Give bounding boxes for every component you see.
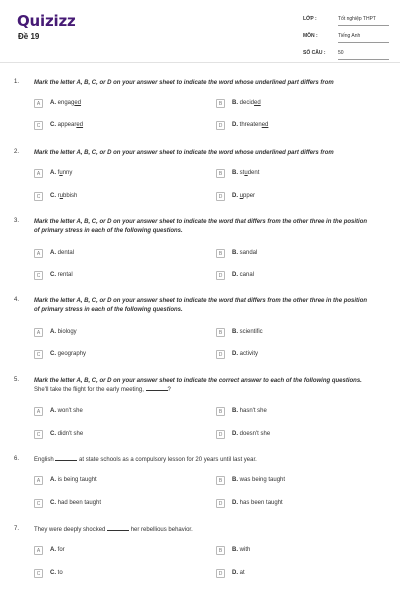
question-number: 5. (14, 377, 20, 383)
option-word: was being taught (239, 477, 286, 483)
option-word: scientific (239, 329, 263, 335)
option-letter-box: D (216, 430, 225, 439)
option-text (232, 170, 259, 176)
meta-label: MÔN : (303, 33, 318, 39)
option-text (50, 272, 73, 278)
option-word: to (57, 570, 63, 576)
option-text (232, 122, 268, 128)
option-text (232, 477, 285, 483)
option-text (50, 100, 81, 106)
question-number: 7. (14, 526, 20, 532)
underlined-part: u (244, 170, 248, 176)
option-text (50, 477, 97, 483)
answer-blank (146, 386, 168, 391)
option-letter-box: D (216, 271, 225, 280)
underlined-part: ed (74, 100, 82, 106)
word-part: bbish (63, 193, 78, 199)
question-sentence-end: ? (167, 387, 171, 393)
option-letter-box: D (216, 192, 225, 201)
meta-label: LỚP : (303, 16, 317, 22)
option-letter-box: A (34, 99, 43, 108)
option-label: A. (50, 547, 56, 553)
option-word: is being taught (57, 477, 97, 483)
option-word: biology (57, 329, 77, 335)
word-part: threaten (239, 122, 262, 128)
question-text (34, 456, 370, 465)
question-number: 1. (14, 79, 20, 85)
option-word: didn't she (57, 431, 84, 437)
option-letter-box: D (216, 499, 225, 508)
option-text (50, 122, 83, 128)
option-letter-box: B (216, 328, 225, 337)
option-label: B. (232, 170, 238, 176)
option-label: A. (50, 250, 56, 256)
option-word: for (57, 547, 65, 553)
question-text: Mark the letter A, B, C, or D on your answer sheet to indicate the word whose underlined part differs from (34, 150, 334, 156)
option-label: D. (232, 431, 238, 437)
option-text (232, 431, 270, 437)
option-letter-box: D (216, 121, 225, 130)
option-letter-box: A (34, 546, 43, 555)
option-letter-box: B (216, 169, 225, 178)
underlined-part: u (59, 193, 64, 199)
option-text (232, 329, 263, 335)
option-word: activity (239, 351, 259, 357)
word-part: pper (243, 193, 256, 199)
option-word: rental (57, 272, 73, 278)
question-instruction: Mark the letter A, B, C, or D on your answer sheet to indicate the correct answer to each of the following questions. (34, 378, 362, 384)
option-word: had been taught (57, 500, 102, 506)
option-label: B. (232, 547, 238, 553)
option-text (232, 250, 257, 256)
option-label: C. (50, 570, 56, 576)
question-text: Mark the letter A, B, C, or D on your answer sheet to indicate the word that differs from the other three in the position of primary stress in each of the following questions. (34, 298, 368, 313)
option-label: C. (50, 193, 56, 199)
option-text (50, 193, 77, 199)
word-part: decid (239, 100, 255, 106)
question-number: 6. (14, 456, 20, 462)
question-sentence: They were deeply shocked (34, 527, 106, 533)
option-label: B. (232, 477, 238, 483)
question-number: 4. (14, 297, 20, 303)
word-part: st (239, 170, 245, 176)
option-text (232, 570, 245, 576)
option-letter-box: A (34, 476, 43, 485)
meta-label: SỐ CÂU : (303, 50, 326, 56)
quizizz-logo: Quizizz (17, 12, 76, 30)
option-letter-box: B (216, 476, 225, 485)
header-divider (0, 62, 400, 63)
option-word: canal (239, 272, 255, 278)
option-label: A. (50, 170, 56, 176)
question-sentence-end: her rebellious behavior. (130, 527, 193, 533)
option-label: B. (232, 408, 238, 414)
option-label: C. (50, 431, 56, 437)
option-word: sandal (239, 250, 258, 256)
option-label: A. (50, 477, 56, 483)
option-letter-box: B (216, 99, 225, 108)
option-text (50, 351, 86, 357)
option-letter-box: C (34, 499, 43, 508)
word-part: engag (57, 100, 75, 106)
option-letter-box: C (34, 271, 43, 280)
option-label: B. (232, 100, 238, 106)
option-label: B. (232, 329, 238, 335)
option-label: C. (50, 500, 56, 506)
option-text (50, 250, 74, 256)
option-text (232, 500, 283, 506)
option-label: C. (50, 351, 56, 357)
option-word: has been taught (239, 500, 283, 506)
question-sentence: English (34, 457, 54, 463)
underlined-part: ed (261, 122, 269, 128)
option-label: C. (50, 272, 56, 278)
option-label: D. (232, 122, 238, 128)
underlined-part: u (239, 193, 244, 199)
meta-value: Tiếng Anh (338, 33, 389, 43)
option-text (232, 408, 267, 414)
option-letter-box: C (34, 121, 43, 130)
underlined-part: ed (76, 122, 84, 128)
option-text (50, 431, 83, 437)
option-text (232, 193, 255, 199)
option-letter-box: A (34, 169, 43, 178)
option-letter-box: A (34, 328, 43, 337)
worksheet-meta (300, 13, 390, 64)
word-part: appear (57, 122, 77, 128)
option-text (50, 500, 101, 506)
question-sentence: She'll take the flight for the early meeting, (34, 387, 144, 393)
question-text (34, 526, 370, 535)
option-letter-box: C (34, 430, 43, 439)
option-letter-box: D (216, 350, 225, 359)
option-label: A. (50, 329, 56, 335)
option-letter-box: A (34, 249, 43, 258)
option-word: doesn't she (239, 431, 271, 437)
meta-row-subject (300, 30, 390, 47)
option-letter-box: C (34, 569, 43, 578)
option-letter-box: B (216, 546, 225, 555)
option-text (50, 329, 77, 335)
answer-blank (55, 456, 77, 461)
option-text (50, 408, 83, 414)
question-text: Mark the letter A, B, C, or D on your answer sheet to indicate the word that differs from the other three in the position of primary stress in each of the following questions. (34, 219, 368, 234)
meta-value: Tốt nghiệp THPT (338, 16, 389, 26)
option-letter-box: D (216, 569, 225, 578)
option-word: hasn't she (239, 408, 267, 414)
option-label: D. (232, 351, 238, 357)
option-letter-box: C (34, 192, 43, 201)
underlined-part: u (59, 170, 63, 176)
option-label: A. (50, 100, 56, 106)
question-number: 2. (14, 149, 20, 155)
word-part: nny (62, 170, 73, 176)
option-text (50, 570, 63, 576)
option-label: D. (232, 500, 238, 506)
question-number: 3. (14, 218, 20, 224)
option-word: geography (57, 351, 87, 357)
option-text (232, 547, 250, 553)
option-letter-box: B (216, 249, 225, 258)
word-part: r (57, 193, 60, 199)
option-word: dental (57, 250, 75, 256)
option-text (50, 170, 72, 176)
option-word: with (239, 547, 251, 553)
option-label: A. (50, 408, 56, 414)
option-label: B. (232, 250, 238, 256)
meta-row-class (300, 13, 390, 30)
option-text (232, 272, 254, 278)
question-sentence-end: at state schools as a compulsory lesson for 20 years until last year. (79, 457, 257, 463)
underlined-part: ed (254, 100, 261, 106)
option-text (50, 547, 65, 553)
word-part: dent (247, 170, 260, 176)
word-part: f (57, 170, 60, 176)
option-text (232, 100, 261, 106)
answer-blank (107, 526, 129, 531)
worksheet-title: Đề 19 (18, 32, 40, 41)
option-text (232, 351, 258, 357)
option-letter-box: A (34, 407, 43, 416)
meta-value: 50 (338, 50, 389, 60)
option-letter-box: C (34, 350, 43, 359)
option-letter-box: B (216, 407, 225, 416)
question-text: Mark the letter A, B, C, or D on your answer sheet to indicate the word whose underlined part differs from (34, 80, 334, 86)
option-word: at (239, 570, 245, 576)
option-word: won't she (57, 408, 83, 414)
option-label: D. (232, 272, 238, 278)
worksheet-header (0, 0, 400, 62)
option-label: D. (232, 193, 238, 199)
option-label: D. (232, 570, 238, 576)
question-text (34, 377, 370, 395)
option-label: C. (50, 122, 56, 128)
